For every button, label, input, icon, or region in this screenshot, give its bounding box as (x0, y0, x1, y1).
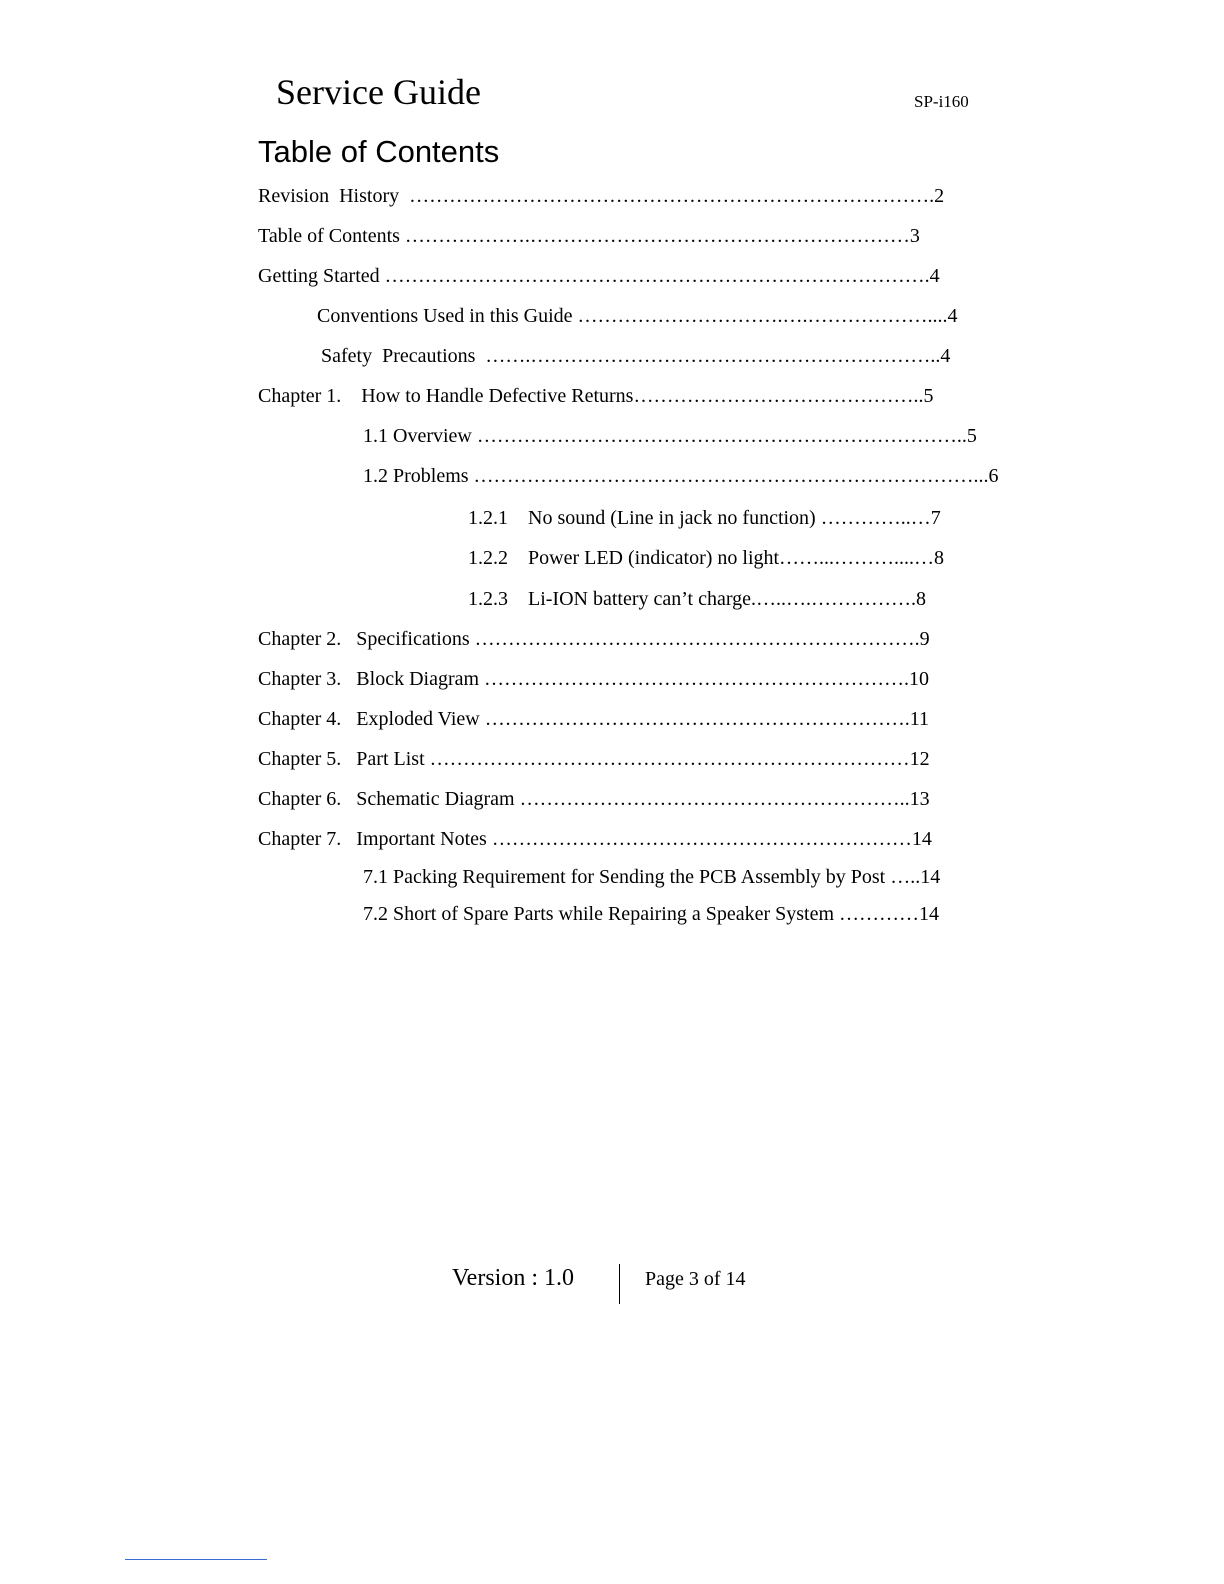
toc-entry-chapter-3[interactable]: Chapter 3. Block Diagram ……………………………………………………….10 (258, 668, 930, 690)
toc-entry-chapter-2[interactable]: Chapter 2. Specifications ………………………………………………………….9 (258, 628, 930, 650)
toc-entry-chapter-5[interactable]: Chapter 5. Part List ………………………………………………………………12 (258, 748, 930, 770)
toc-entry-overview[interactable]: 1.1 Overview ………………………………………………………………..5 (363, 425, 977, 447)
toc-entry-safety-precautions[interactable]: Safety Precautions …….……………………………………………………..4 (321, 345, 951, 367)
toc-entry-battery[interactable]: 1.2.3 Li-ION battery can’t charge.…..….…………….8 (468, 588, 927, 610)
toc-heading: Table of Contents (258, 134, 500, 169)
toc-entry-revision-history[interactable]: Revision History …………………………………………………………………….2 (258, 185, 945, 207)
toc-entry-no-sound[interactable]: 1.2.1 No sound (Line in jack no function) …………..…7 (468, 507, 941, 529)
toc-entry-short-of-spare-parts[interactable]: 7.2 Short of Spare Parts while Repairing a Speaker System …………14 (363, 903, 940, 925)
toc-entry-table-of-contents[interactable]: Table of Contents ……………….…………………………………………………3 (258, 225, 920, 247)
toc-entry-power-led[interactable]: 1.2.2 Power LED (indicator) no light……...………....…8 (468, 547, 945, 569)
toc-entry-packing-requirement[interactable]: 7.1 Packing Requirement for Sending the PCB Assembly by Post …..14 (363, 866, 941, 888)
toc-entry-chapter-4[interactable]: Chapter 4. Exploded View ……………………………………………………….11 (258, 708, 929, 730)
toc-entry-chapter-7[interactable]: Chapter 7. Important Notes ………………………………………………………14 (258, 828, 932, 850)
toc-entry-problems[interactable]: 1.2 Problems …………………………………………………………………...6 (363, 465, 999, 487)
toc-entry-chapter-1[interactable]: Chapter 1. How to Handle Defective Returns……………………………………..5 (258, 385, 934, 407)
footnote-separator (125, 1559, 267, 1560)
document-title: Service Guide (276, 72, 481, 112)
model-number: SP-i160 (914, 92, 969, 111)
toc-entry-conventions[interactable]: Conventions Used in this Guide ………………………….….………………....4 (317, 305, 958, 327)
footer-page-number: Page 3 of 14 (645, 1268, 746, 1290)
toc-entry-chapter-6[interactable]: Chapter 6. Schematic Diagram …………………………………………………..13 (258, 788, 930, 810)
footer-divider (619, 1264, 620, 1304)
footer-version: Version : 1.0 (452, 1265, 574, 1291)
toc-entry-getting-started[interactable]: Getting Started ……………………………………………………………………….4 (258, 265, 940, 287)
